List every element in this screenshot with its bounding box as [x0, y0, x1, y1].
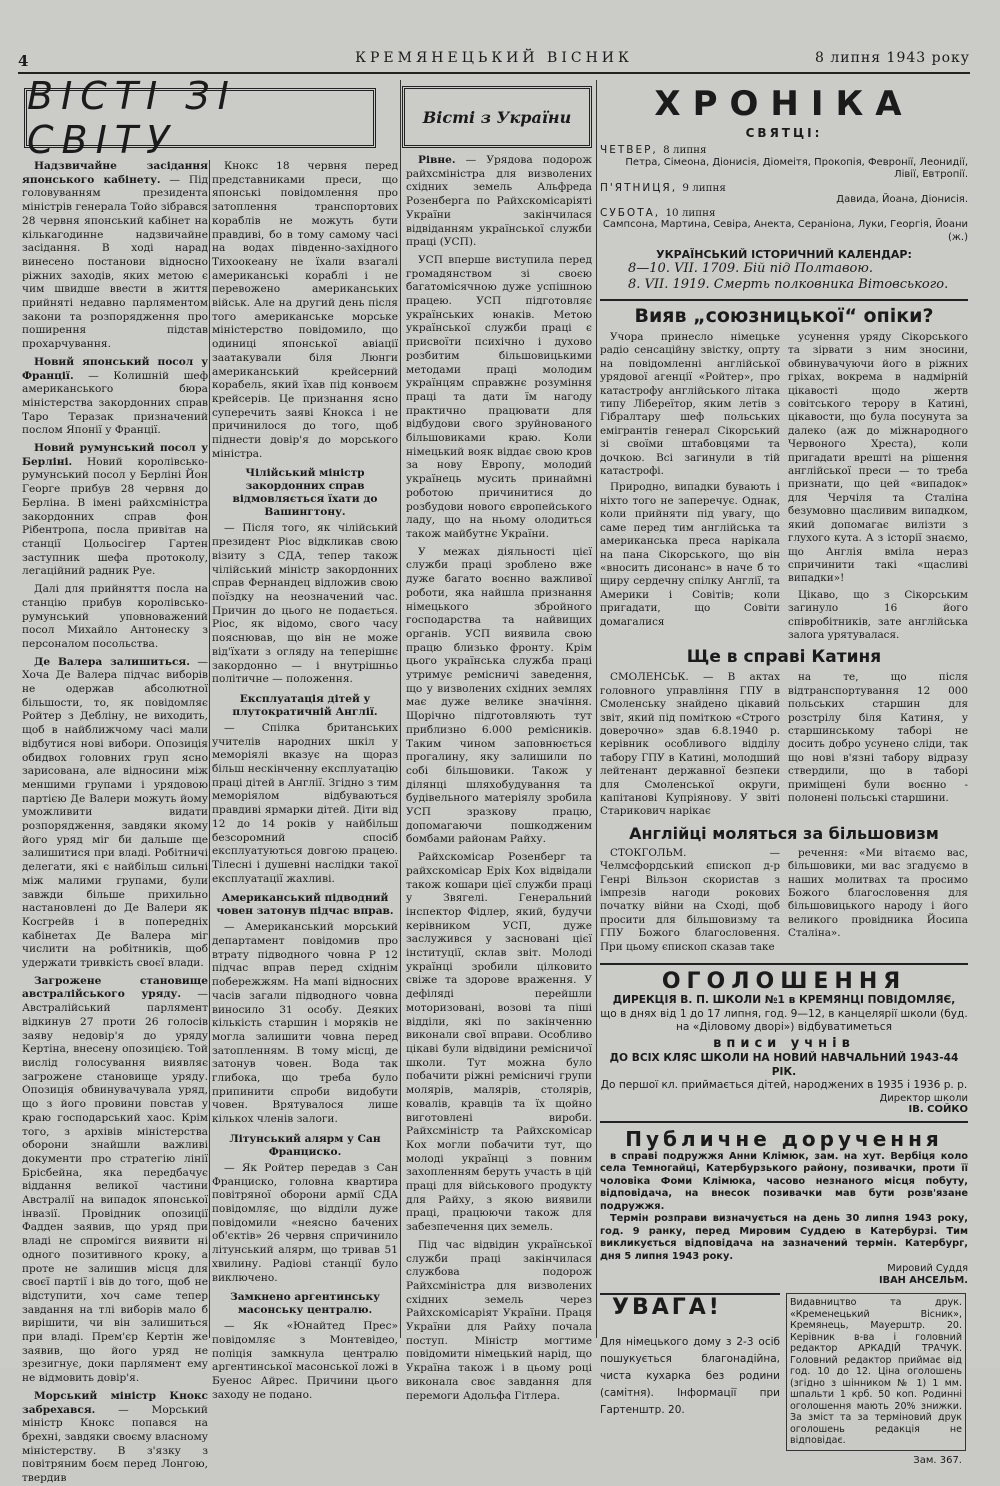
- article-paragraph: — Як Ройтер передав з Сан Франциско, головна квартира повітряної оборони армії СДА повідомляє, що відділи дуже повідомили «неясно бачених об'єктів» 26 червня спричинило літунський алярм, що тривав 51 хвилину. Радіові станції було виключено.: [212, 1161, 398, 1284]
- article-paragraph: Надзвичайне засідання японського кабінету. — Під головуванням президента міністрів генерала Тойо зібрався 28 червня японський кабінет на кількагодинне надзвичайне засідання. В ході нарад винесено постанови відносно ріжних заходів, яких метою є чим швидше ввести в життя прийняті недавно парляментом закони та розпорядження про поширення підстав прохарчування.: [22, 160, 209, 351]
- article-paragraph: Райхскомісар Розенберг та райхскомісар Еріх Кох відвідали також кошари цієї служби праці у Звягелі. Генеральний інспектор Фідлер, який, будучи керівником УСП, дуже заслужився у засновані цієї інституції, склав звіт. Молоді українці зробили цілковито свіже та здорове враження. У дефіляді перейшли моторизовані, возові та піші відділи, які по закінченню виконали свої вправи. Особливо цікаві були відвідини ремісничої школи. Тут можна було побачити ріжні ремісничі групи молярів, малярів, столярів, ковалів, кравців та їх щойно виготовлені вироби. Райхсміністр та Райхскомісар Кох могли побачити тут, що молоді українці з повним захопленням беруть участь в цій праці для військового продукту для Райху, з якою виявили праці, працюючи також для забезпечення цих земель.: [406, 851, 592, 1234]
- feasts-label: СВЯТЦІ:: [745, 126, 823, 140]
- publisher-info: Видавництво та друк. «Кременецький Вісник», Кремянець, Мауерштр. 20. Керівник в-ва і головний редактор АРКАДІЙ ТРАЧУК. Головний редактор приймає від год. 10 до 12. Ціна оголошень (згідно з шінником № 1) 1 мм. шпальти 1 крб. 50 коп. Родинні оголошення мають 20% знижки. За зміст та за терміновий друк оголошень редакція не відповідає.: [786, 1293, 966, 1451]
- page-number: 4: [18, 52, 30, 70]
- article-paragraph: усунення уряду Сікорського та зірвати з ним зносини, обвинувачуючи його в ріжних гріхах, вокрема в надмірній цікавості щодо жертв совітського терору в Катині, цікавости, що була посунута за далеко (аж до міжнародного Червоного Хреста), коли пригадати врешті на рішення англійської преси — то треба признати, що цей «випадок» для Черчіля та Сталіна безумовно щасливим випадком, який допомагає вилізти з глухого кута. А з історії знаємо, що Англія вміла нераз спричинити такі «щасливі випадки»!: [788, 331, 968, 585]
- katyn-article-body: [600, 671, 968, 821]
- article-subheading: Чілійський міністр закордонних справ відмовляється їхати до Вашингтону.: [232, 467, 378, 519]
- column-divider: [209, 160, 210, 1338]
- public-notice-text: в справі подружжя Анни Клімюк, зам. на хут. Вербіця коло села Темногайці, Катербурзького району, позивачки, проти її чоловіка Фоми Клімюка, часово незнаного місця побуту, відповідача, на внесок позивачки мав бути розв'язане подружжя.: [600, 1150, 968, 1212]
- article-paragraph: Учора принесло німецьке радіо сенсаційну звістку, опрту на повідомленні англійської урядової агенції «Ройтер», про катастрофу англійського літака типу Лібереїтор, яким летів з Гібралтару шеф польських емігрантів генерал Сікорський зі своїми штабовцями та дочкою. Всі загинули в тій катастрофі.: [600, 331, 780, 478]
- bottom-row: [600, 1293, 968, 1466]
- saint-day: [600, 182, 968, 207]
- article-paragraph: УСП вперше виступила перед громадянством зі своєю багатомісячною дуже успішною працею. УСП підготовляє українських юнаків. Метою української служби праці є присвоїти психічно і духово розбитим більшовицькими методами праці молодим українцям справжнє розуміння праці та дати їм нагоду практично працювати для відбудови свого зруйнованого більшовиками краю. Коли німецький вояк віддає свою кров за нову Европу, молодий українець мусить принаймні роботою причинитися до розбудови нового європейського ладу, що на ньому олодиться також майбутнє України.: [406, 253, 592, 540]
- katyn-left-text: СМОЛЕНСЬК. — В актах головного управління ГПУ в Смоленську знайдено цікавий звіт, який під поміткою «Строго доверочно» здав 6.8.1940 р. керівник особливого відділу табору ГПУ в Катині, молодший лейтенант державної безпеки для Смоленської округи, капітанові Купріянову. У звіті Старикович нарікає: [600, 671, 780, 818]
- prayer-right-text: речення: «Ми вітаємо вас, більшовики, ми вас згадуємо в наших молитвах та просимо Божого благословення для більшовицького народу і його великого провідника Йосипа Сталіна».: [788, 846, 968, 940]
- article-heading: Надзвичайне засідання японського кабінету.: [22, 160, 208, 186]
- announcement-line-3: ДО ВСІХ КЛЯС ШКОЛИ НА НОВИЙ НАВЧАЛЬНИЙ 1943-44 РІК.: [609, 1052, 959, 1078]
- day-date: 9 липня: [682, 181, 726, 194]
- article-paragraph: Кнокс 18 червня перед представниками преси, що японські повідомлення про затоплення транспортових кораблів не можуть бути правдиві, бо в тому самому часі на водах південно-західного Тихоокеану не їхали взагалі американські кораблі і не перевожено американських військ. Але на другий день після того американське морське міністерство повідомило, що одиниці японської авіації заатакували біля Люнги американський крейсерний корабель, який їхав під конвоєм крейсерів. Це признання ясно суперечить заяві Кнокса і не причинилося до того, щоб піднести довір'я до морського міністра.: [212, 160, 398, 460]
- ukraine-column: [406, 154, 592, 1402]
- announcement-enroll: вписи учнів: [713, 1035, 855, 1051]
- article-paragraph: — Спілка британських учителів народних шкіл у меморіялі вказує на щораз більш нескінченну експлуатацію праці дітей в Англії. Згідно з тим меморіялом відбуваються правдиві ярмарки дітей. Діти від 12 до 14 років у найбільш безсоромний спосіб експлуатуються довгою працею. Тілесні і душевні наслідки такої експлуатації жахливі.: [212, 721, 398, 885]
- article-paragraph: У межах діяльності цієї служби праці зроблено вже дуже багато воєнно важливої роботи, яка найшла признання німецького збройного господарства та найвищих органів. УСП виявила свою працю близько фронту. Крім цього українська служба праці утримує ремісничі заведення, що у визволених східних землях має дуже велике значіння. Щорічно підготовляють тут приблизно 6.000 ремісників. Таким чином заповнюється прогалину, яку залишили по собі більшовики. Також у ділянці шляхобудування та будівельного матеріялу зробила УСП зразкову працю, допомагаючи пошкодженим бомбами районам Райху.: [406, 545, 592, 846]
- world-column-1: [22, 160, 209, 1485]
- signature-role: Мировий Суддя: [887, 1263, 968, 1275]
- section-rule: [600, 963, 968, 965]
- paper-title: КРЕМЯНЕЦЬКИЙ ВІСНИК: [355, 50, 633, 66]
- announcement-signature: [600, 1093, 968, 1115]
- article-paragraph: Під час відвідин української служби праці закінчилася службова подорож Райхсміністра для визволених східних земель через Райхскомісаріят України. Праця України для Райху почала поступ. Міністр могтиме повідомити німецький нарід, що Україна також і в цьому році виконала своє завдання для перемоги Адольфа Гітлера.: [406, 1238, 592, 1402]
- saint-names: Петра, Сімеона, Діонисія, Діомеітя, Прокопія, Февронії, Леонидії, Лівії, Евтропії.: [625, 156, 968, 180]
- weekday: ЧЕТВЕР,: [600, 144, 664, 156]
- article-subheading: Експлуатація дітей у плутократичній Англії.: [232, 692, 378, 718]
- masthead: [18, 48, 970, 72]
- attention-text: Для німецького дому з 2-3 осіб пошукується благонадійна, чиста кухарка без родини (самітня). Інформації при Гартенштр. 20.: [600, 1336, 780, 1417]
- publisher-area: [786, 1293, 962, 1466]
- day-date: 10 липня: [665, 206, 716, 219]
- calendar-list: [600, 261, 968, 293]
- world-news-title-box: [24, 74, 376, 162]
- katyn-article-title: Ще в справі Катиня: [686, 647, 882, 668]
- world-news-title: ВІСТІ ЗІ СВІТУ: [27, 74, 237, 162]
- public-notice-title: Публичне доручення: [625, 1126, 943, 1151]
- article-subheading: Літунський алярм у Сан Франциско.: [229, 1132, 381, 1158]
- saint-day: [600, 207, 968, 245]
- announcement-line-1: ДИРЕКЦІЯ В. П. ШКОЛИ №1 в КРЕМЯНЦІ ПОВІДОМЛЯЄ,: [612, 994, 956, 1007]
- signature-role: Директор школи: [879, 1092, 968, 1104]
- article-heading: Новий румунський посол у Берліні.: [22, 442, 208, 468]
- chronicle-title: ХРОНІКА: [654, 84, 914, 124]
- article-heading: Новий японський посол у Франції.: [22, 355, 208, 382]
- saints-list: [600, 144, 968, 244]
- article-paragraph: Далі для прийняття посла на станцію прибув королівсько-румунський уповноважений посол Михайло Антонеску з персоналом посольства.: [22, 583, 208, 650]
- column-divider: [400, 80, 401, 1338]
- column-divider: [596, 80, 597, 1338]
- allies-article-body: [600, 331, 968, 645]
- article-heading: Морський міністр Кнокс забрехався.: [22, 1389, 208, 1416]
- signature-name: ІВАН АНСЕЛЬМ.: [878, 1275, 968, 1287]
- article-paragraph: — Як «Юнайтед Прес» повідомляє з Монтевідео, поліція замкнула централю аргентинської масонської ложі в Буенос Айрес. Причини цього заходу не подано.: [212, 1320, 398, 1401]
- right-section: [600, 80, 968, 1466]
- article-paragraph: Морський міністр Кнокс забрехався. — Морський міністр Кнокс попався на брехні, завдяки своєму власному міністерству. В з'язку з повітряним боєм перед Лонгою, твердив: [22, 1389, 208, 1485]
- prayer-article-title: Англійці моляться за більшовизм: [629, 823, 939, 843]
- saint-names: Давида, Йоана, Діонисія.: [836, 194, 968, 205]
- calendar-entry: 8—10. VII. 1709. Бій під Полтавою.: [628, 261, 873, 276]
- article-paragraph: — Після того, як чілійський президент Ріос відкликав свою візиту з СДА, тепер також чілійський міністр закордонних справ Фернандец відложив свою поїздку на неозначений час. Причин до цього не подається. Ріос, як відомо, свого часу пояснював, що він не може від'їхати з огляду на теперішнє закордонно — і внутрішньо політичне — положення.: [212, 522, 398, 686]
- article-paragraph: — Американський морський департамент повідомив про втрату підводного човна P 12 підчас вправ перед східнім побережжям. На мапі відносних часів загали підводного човна виносило 31 особу. Деяких кількість старшин і моряків не могла залишити човна перед затопленням. В тому місці, де затонув човен. Вода так глибока, що треба було припинити спроби видобути човен. Врятувалося лише кількох членів залоги.: [212, 921, 398, 1126]
- article-heading: Загрожене становище австралійського уряду.: [22, 974, 208, 1001]
- announcement-body: [600, 994, 968, 1093]
- ukraine-news-title: Вісті з України: [422, 107, 572, 127]
- article-paragraph: Новий японський посол у Франції. — Колишній шеф американського бюра міністерства закордонних справ Таро Теразак призначений послом Японії у Франції.: [22, 355, 208, 437]
- saint-day: [600, 144, 968, 182]
- signature-name: ІВ. СОЙКО: [908, 1103, 968, 1115]
- public-notice-signature: [600, 1263, 968, 1287]
- article-paragraph: Новий румунський посол у Берліні. Новий королівсько-румунський посол у Берліні Йон Георге прибув 28 червня до Берліна. В імені райхсміністра закордонних справ фон Рібентропа, посла привітав на станції Цольосігер Гартен заступник шефа протоколу, легаційний радник Руе.: [22, 442, 208, 578]
- issue-date: 8 липня 1943 року: [815, 50, 970, 66]
- attention-box: [600, 1293, 780, 1466]
- calendar-heading: УКРАЇНСЬКИЙ ІСТОРИЧНИЙ КАЛЕНДАР:: [656, 248, 912, 261]
- weekday: СУБОТА,: [600, 206, 666, 219]
- allies-article-title: Вияв „союзницької“ опіки?: [634, 305, 934, 327]
- article-heading: Рівне.: [418, 154, 456, 166]
- article-heading: Де Валера залишиться.: [34, 655, 190, 668]
- allies-left-column: [600, 331, 780, 645]
- weekday: П'ЯТНИЦЯ,: [600, 181, 683, 194]
- katyn-right-text: на те, що після відтранспортування 12 000 польських старшин для розстрілу біля Катиня, у старшинському таборі не досить добро усунено сліди, так що нові в'язні табору відразу ствердили, що в таборі приміщені були воєнно - полонені польські старшини.: [788, 671, 968, 804]
- article-paragraph: Загрожене становище австралійського уряду. — Австралійський парлямент відкинув 27 проти 26 голосів заяву недовір'я до уряду Кертіна, внесену опозицією. Той вислід голосування виявляє загрожене становище уряду. Опозиція обвинувачувала уряд, що з його провини повстав у краю господарський хаос. Крім того, з архівів міністерства оборони знайшли важливі документи про стратегію лінії Брісбейна, яка передбачує віддання великої частини Австралії на випадок японської інвазії. Провідник опозиції Фадден заявив, що уряд при владі не спромігся виявити ні одного позитивного кроку, а проте не залишив місця для своєї партії і вів до того, щоб не відступити, хоч саме тепер завдання на тлі виборів мало б вирішити, чи він залишиться при владі. Прем'єр Кертін же заявив, що його уряд не зрезигнує, доки парлямент ему не відмовить довір'я.: [22, 974, 209, 1385]
- world-column-2: [212, 160, 398, 1401]
- article-paragraph: Рівне. — Урядова подорож райхсміністра для визволених східних земель Альфреда Розенберга по Райхскомісаріяті України закінчилася відвіданням української служби праці (УСП).: [406, 154, 592, 249]
- prayer-left-text: СТОКГОЛЬМ. — Челмсфордський єпископ д-р Генрі Вільзон скористав з імпрезів нагоди рокових початку війни на Сході, щоб просити для більшовизму та ГПУ Божого благословення. При цьому єпископ сказав таке: [600, 846, 780, 953]
- prayer-article-body: [600, 847, 968, 957]
- day-date: 8 липня: [663, 144, 707, 156]
- article-paragraph: Де Валера залишиться. — Хоча Де Валера підчас виборів не одержав абсолютної більшости, то, як повідомляє Ройтер з Дебліну, не виходить, щоб в найближчому часі мали відбутися нові вибори. Опозиція обидвох головних груп ясно зарисована, але відносини між меншими групами і урядовою партією Де Валери можуть йому уможливити видати розпорядження, завдяки якому його уряд міг би дальше ще залишитися при владі. Робітничі делегати, які є найбільш сильні між малими групами, були завжди більше прихильно настановлені до Де Валери як Косгрейв і в попередніх кабінетах Де Валера міг числити на робітників, щоб удержати тривкість своєї влади.: [22, 655, 208, 970]
- attention-title: УВАГА!: [612, 1295, 722, 1321]
- article-subheading: Американський підводний човен затонув підчас вправ.: [216, 892, 394, 918]
- article-subheading: Замкнено аргентинську масонську централю.: [230, 1291, 380, 1317]
- announcement-line-4: До першої кл. приймається дітей, народжених в 1935 і 1936 р. р.: [600, 1079, 968, 1092]
- saint-names: Сампсона, Мартина, Севіра, Анекта, Сераніона, Луки, Георгія, Йоани (ж.): [602, 219, 968, 243]
- order-number: Зам. 367.: [913, 1454, 962, 1466]
- announcement-title: ОГОЛОШЕННЯ: [661, 969, 907, 995]
- announcement-line-2: що в днях від 1 до 17 липня, год. 9—12, в канцелярії школи (буд. на «Діловому дворі») відбуватиметься: [600, 1007, 968, 1034]
- section-rule: [600, 299, 968, 301]
- article-paragraph: Цікаво, що з Сікорським загинуло 16 його співробітників, зате англійська залога урятувалася.: [788, 588, 968, 641]
- allies-right-column: [788, 331, 968, 645]
- section-rule: [600, 1121, 968, 1123]
- ukraine-news-title-box: [402, 86, 592, 148]
- article-paragraph: Природно, випадки бувають і ніхто того не заперечує. Однак, коли прийняти під увагу, що саме перед тим англійська та американська преса нарікала на пана Сікорського, що він «вносить дисонанс» в наче б то щиру сердечну спілку Англії, та Америки і Совітів; коли пригадати, що Совіти домагалися: [600, 481, 780, 628]
- calendar-entry: 8. VII. 1919. Смерть полковника Вітовського.: [628, 277, 949, 292]
- public-notice-text-2: Термін розправи визначується на день 30 липня 1943 року, год. 9 ранку, перед Мировим Суддею в Катербурзі. Тим викликується відповідача на зазначений термін. Катербург, дня 5 липня 1943 року.: [600, 1213, 968, 1262]
